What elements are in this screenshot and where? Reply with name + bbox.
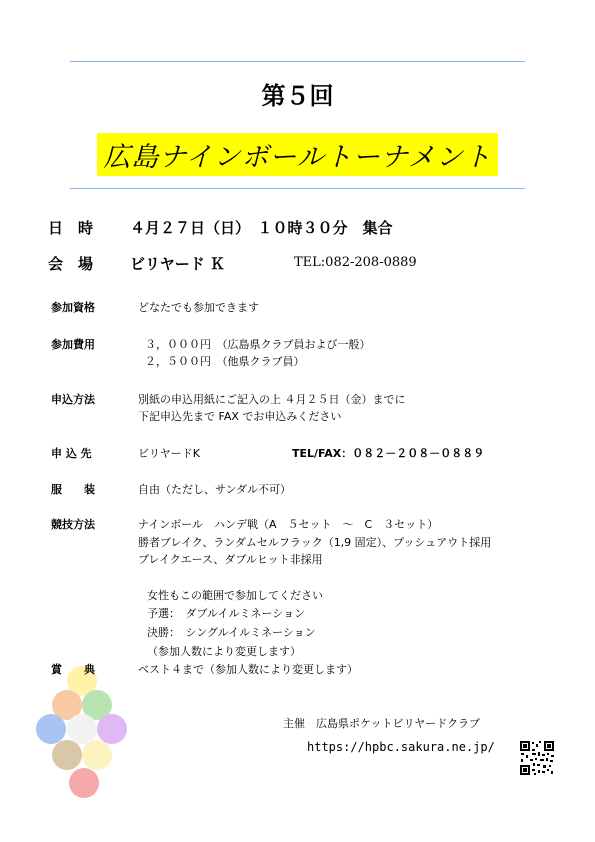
ball-brown	[52, 740, 82, 770]
top-rule	[70, 61, 525, 62]
eligibility-text: どなたでも参加できます	[138, 301, 259, 314]
ball-light-yellow	[82, 740, 112, 770]
apply-to-label: 申 込 先	[51, 447, 92, 460]
rules-line-5: 予選： ダブルイルミネーション	[147, 607, 306, 620]
ball-purple	[97, 714, 127, 744]
schedule-value: ４月２７日（日） １０時３０分 集合	[130, 219, 393, 237]
dress-text: 自由（ただし、サンダル不可）	[138, 483, 292, 496]
apply-to-telfax: TEL/FAX：０８２－２０８－０８８９	[292, 447, 485, 460]
rules-label: 競技方法	[51, 518, 95, 531]
prize-label: 賞 典	[51, 663, 95, 676]
fee-line-1: ３，０００円 （広島県クラブ員および一般）	[145, 338, 371, 351]
rules-line-6: 決勝： シングルイルミネーション	[147, 626, 316, 639]
apply-method-label: 申込方法	[51, 393, 95, 406]
dress-label: 服 装	[51, 483, 95, 496]
rules-line-4: 女性もこの範囲で参加してください	[147, 589, 323, 602]
fee-label: 参加費用	[51, 338, 95, 351]
title-wrap	[0, 133, 595, 176]
club-url[interactable]: https://hpbc.sakura.ne.jp/	[307, 740, 495, 754]
apply-method-line-1: 別紙の申込用紙にご記入の上 ４月２５日（金）までに	[138, 393, 406, 406]
apply-to-name: ビリヤードK	[138, 447, 200, 460]
venue-tel: TEL:082-208-0889	[294, 255, 417, 270]
ball-red	[69, 768, 99, 798]
organizer: 主催 広島県ポケットビリヤードクラブ	[283, 717, 481, 730]
billiard-balls-icon	[36, 664, 128, 804]
tournament-number: 第５回	[261, 82, 334, 110]
prize-text: ベスト４まで（参加人数により変更します）	[138, 663, 358, 676]
apply-method-line-2: 下記申込先まで FAX でお申込みください	[138, 410, 342, 423]
venue-label: 会 場	[48, 255, 94, 273]
rules-line-3: ブレイクエース、ダブルヒット非採用	[138, 553, 323, 566]
ball-blue	[36, 714, 66, 744]
rules-line-1: ナインボール ハンデ戦（A ５セット ～ C ３セット）	[138, 518, 439, 531]
eligibility-label: 参加資格	[51, 301, 95, 314]
venue-value: ビリヤード Ｋ	[130, 255, 225, 273]
rules-line-7: （参加人数により変更します）	[147, 645, 301, 658]
bottom-rule	[70, 188, 525, 189]
tournament-title: 広島ナインボールトーナメント	[97, 133, 498, 176]
fee-line-2: ２，５００円 （他県クラブ員）	[145, 355, 305, 368]
rules-line-2: 勝者ブレイク、ランダムセルフラック（1,9 固定）、プッシュアウト採用	[138, 536, 492, 549]
schedule-label: 日 時	[48, 219, 94, 237]
qr-code-icon	[519, 740, 555, 776]
